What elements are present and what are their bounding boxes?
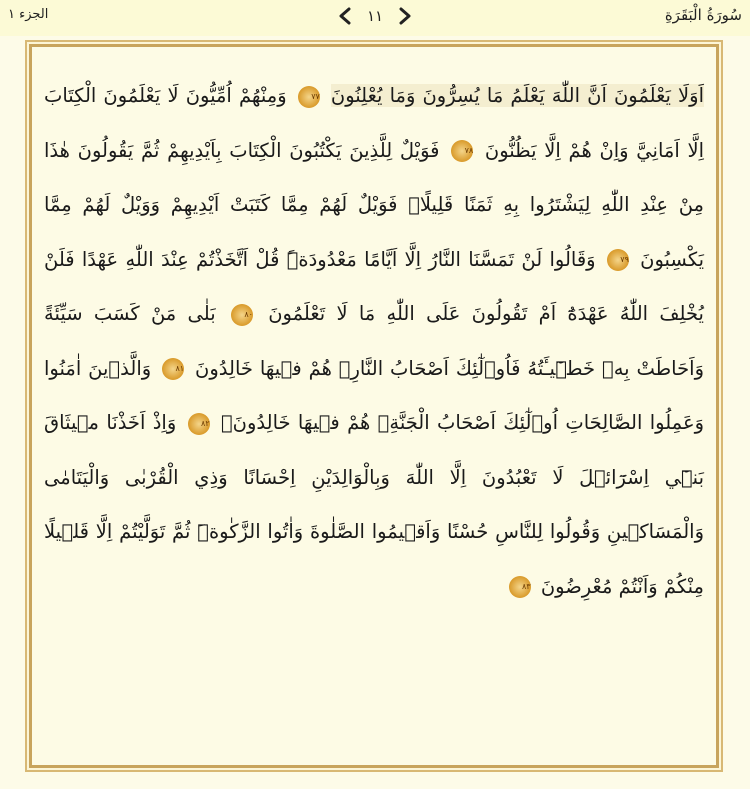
verse-text[interactable]: وَالَّذ۪ينَ اٰمَنُوا وَعَمِلُوا الصَّالِحَاتِ اُو۬لٰٓئِكَ اَصْحَابُ الْجَنَّةِۚ هُمْ ف۪يهَا خَالِدُونَ۟	[44, 356, 704, 434]
verse-text-block	[44, 69, 704, 614]
verse-text[interactable]: فَوَيْلٌ لِلَّذِينَ يَكْتُبُونَ الْكِتَابَ بِاَيْدِيهِمْ ثُمَّ يَقُولُونَ هٰذَا مِنْ عِنْدِ اللّٰهِ لِيَشْتَرُوا بِهِ ثَمَنًا قَلِيلًاۜ فَوَيْلٌ لَهُمْ مِمَّا كَتَبَتْ اَيْدِيهِمْ وَوَيْلٌ لَهُمْ مِمَّا يَكْسِبُونَ	[44, 138, 705, 271]
surah-name: سُورَةُ الْبَقَرَةِ	[664, 6, 742, 24]
ayah-marker-icon: ٨١	[162, 358, 184, 380]
ayah-marker-icon: ٨٢	[188, 413, 210, 435]
verse-text[interactable]: بَلٰى مَنْ كَسَبَ سَيِّئَةً وَاَحَاطَتْ بِه۪ خَط۪ٓيـَٔتُهُ فَاُو۬لٰٓئِكَ اَصْحَابُ النَّارِۚ هُمْ ف۪يهَا خَالِدُونَ	[44, 302, 705, 380]
ayah-marker-icon: ٧٨	[451, 140, 473, 162]
chevron-left-icon[interactable]	[338, 7, 352, 25]
verse-text[interactable]: وَمِنْهُمْ اُمِّيُّونَ لَا يَعْلَمُونَ الْكِتَابَ اِلَّا اَمَانِيَّ وَاِنْ هُمْ اِلَّا يَظُنُّونَ	[44, 84, 705, 162]
verse-text[interactable]: وَقَالُوا لَنْ تَمَسَّنَا النَّارُ اِلَّا اَيَّامًا مَعْدُودَةًۜ قُلْ اَتَّخَذْتُمْ عِنْدَ اللّٰهِ عَهْدًا فَلَنْ يُخْلِفَ اللّٰهُ عَهْدَهُٓ اَمْ تَقُولُونَ عَلَى اللّٰهِ مَا لَا تَعْلَمُونَ	[44, 247, 704, 325]
verse-text[interactable]: اَوَلَا يَعْلَمُونَ اَنَّ اللّٰهَ يَعْلَمُ مَا يُسِرُّونَ وَمَا يُعْلِنُونَ	[330, 84, 704, 107]
juz-label: الجزء ١	[8, 7, 49, 22]
ayah-marker-icon: ٨٠	[231, 304, 253, 326]
verse-text[interactable]: وَاِذْ اَخَذْنَا م۪يثَاقَ بَن۪ٓي اِسْرَٓائ۪لَ لَا تَعْبُدُونَ اِلَّا اللّٰهَ وَبِالْوَالِدَيْنِ اِحْسَانًا وَذِي الْقُرْبٰى وَالْيَتَامٰى وَالْمَسَاك۪ينِ وَقُولُوا لِلنَّاسِ حُسْنًا وَاَق۪يمُوا الصَّلٰوةَ وَاٰتُوا الزَّكٰوةَۜ ثُمَّ تَوَلَّيْتُمْ اِلَّا قَل۪يلًا مِنْكُمْ وَاَنْتُمْ مُعْرِضُونَ	[44, 411, 704, 598]
ayah-marker-icon: ٧٧	[298, 86, 320, 108]
ayah-marker-icon: ٧٩	[607, 249, 629, 271]
page-header	[0, 0, 750, 36]
page-frame	[29, 44, 719, 768]
page-navigation	[338, 4, 412, 28]
ayah-marker-icon: ٨٣	[509, 576, 531, 598]
page-number: ١١	[366, 7, 384, 25]
chevron-right-icon[interactable]	[398, 7, 412, 25]
